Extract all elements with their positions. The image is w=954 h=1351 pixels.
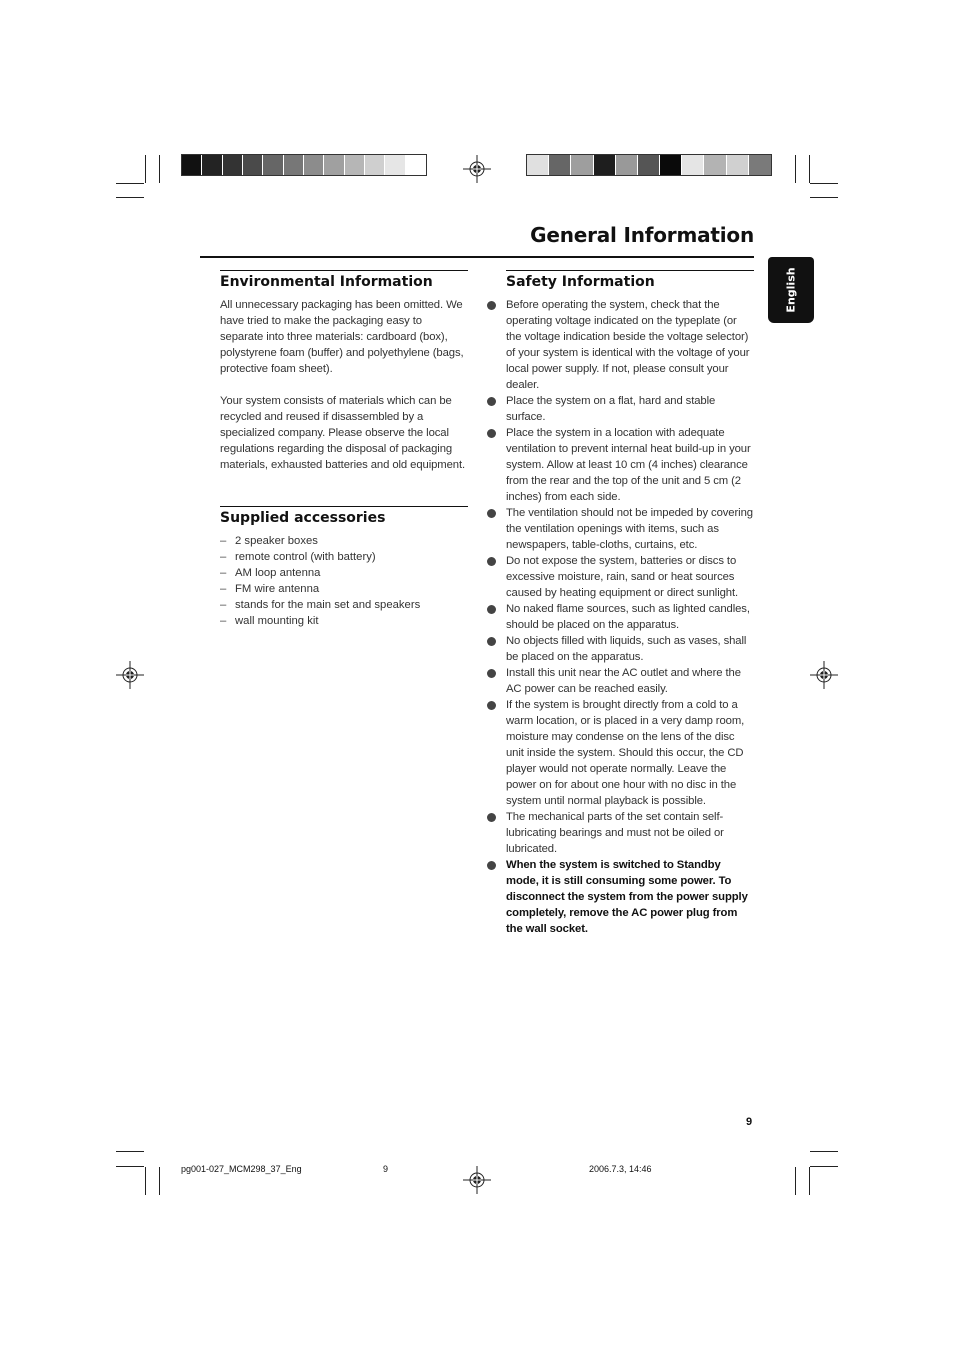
paragraph: All unnecessary packaging has been omitted. We have tried to make the packaging easy to separate into three materials: cardboard (box), polystyrene foam (buffer) and polyethylene (bags, protective foam sheet). [220,299,464,375]
footer-page: 9 [383,1164,389,1174]
color-swatch [345,155,365,175]
left-column [220,270,468,473]
color-swatch [324,155,344,175]
crop-mark [795,155,796,183]
footer-date: 2006.7.3, 14:46 [589,1164,652,1174]
crop-mark [159,155,160,183]
list-item: Place the system in a location with adequate ventilation to prevent internal heat build-up in your system. Allow at least 10 cm (4 inches) clearance from the rear and the top of the unit and 5 cm (2 inches) from each side. [486,425,754,505]
list-item: No naked flame sources, such as lighted candles, should be placed on the apparatus. [486,601,754,633]
color-swatch [549,155,571,175]
list-item: – FM wire antenna [220,581,468,597]
color-swatch [527,155,549,175]
color-swatch [365,155,385,175]
list-item: – 2 speaker boxes [220,533,468,549]
color-swatch [304,155,324,175]
list-item: – wall mounting kit [220,613,468,629]
list-item: – AM loop antenna [220,565,468,581]
color-swatch [704,155,726,175]
color-calibration-strip-left [181,154,427,176]
crop-mark [145,155,146,183]
crop-mark [810,1166,838,1167]
list-item: No objects filled with liquids, such as vases, shall be placed on the apparatus. [486,633,754,665]
bullet-icon [487,701,496,710]
list-item: Install this unit near the AC outlet and where the AC power can be reached easily. [486,665,754,697]
color-swatch [638,155,660,175]
crop-mark [810,1151,838,1152]
section-title: Safety Information [506,274,655,290]
crop-mark [116,1151,144,1152]
color-calibration-strip-right [526,154,772,176]
safety-section [486,270,754,937]
crop-mark [810,183,838,184]
color-swatch [223,155,243,175]
crop-mark [809,155,810,183]
bullet-icon [487,605,496,614]
registration-mark-icon [463,1166,491,1194]
registration-mark-icon [116,661,144,689]
list-item: – remote control (with battery) [220,549,468,565]
page-title: General Information [530,223,754,247]
language-tab-label: English [784,267,798,313]
color-swatch [263,155,283,175]
section-rule [506,270,754,271]
language-tab [768,257,814,323]
list-item: The mechanical parts of the set contain self-lubricating bearings and must not be oiled or lubricated. [486,809,754,857]
registration-mark-icon [810,661,838,689]
page-number: 9 [746,1116,753,1128]
color-swatch [571,155,593,175]
crop-mark [809,1167,810,1195]
section-rule [220,506,468,507]
color-swatch [385,155,405,175]
crop-mark [116,1166,144,1167]
bullet-icon [487,429,496,438]
environmental-section [220,270,468,473]
safety-list [486,297,754,937]
title-rule [200,256,754,258]
crop-mark [810,197,838,198]
registration-mark-icon [463,155,491,183]
footer-filename: pg001-027_MCM298_37_Eng [181,1164,302,1174]
color-swatch [749,155,771,175]
bullet-icon [487,637,496,646]
section-rule [220,270,468,271]
bullet-icon [487,557,496,566]
color-swatch [202,155,222,175]
bullet-icon [487,397,496,406]
list-item: Place the system on a flat, hard and stable surface. [486,393,754,425]
color-swatch [660,155,682,175]
color-swatch [406,155,426,175]
color-swatch [594,155,616,175]
section-title: Supplied accessories [220,510,386,526]
crop-mark [116,197,144,198]
list-item: – stands for the main set and speakers [220,597,468,613]
crop-mark [116,183,144,184]
bullet-icon [487,509,496,518]
color-swatch [616,155,638,175]
bullet-icon [487,301,496,310]
list-item: The ventilation should not be impeded by covering the ventilation openings with items, such as newspapers, table-cloths, curtains, etc. [486,505,754,553]
crop-mark [795,1167,796,1195]
accessories-list [220,533,468,629]
color-swatch [727,155,749,175]
bullet-icon [487,813,496,822]
color-swatch [284,155,304,175]
crop-mark [145,1167,146,1195]
crop-mark [159,1167,160,1195]
color-swatch [682,155,704,175]
list-item: Do not expose the system, batteries or discs to excessive moisture, rain, sand or heat sources caused by heating equipment or direct sunlight. [486,553,754,601]
color-swatch [243,155,263,175]
bullet-icon [487,861,496,870]
list-item: Before operating the system, check that the operating voltage indicated on the typeplate (or the voltage indication beside the voltage selector) of your system is identical with the voltage of your local power supply. If not, please consult your dealer. [486,297,754,393]
bullet-icon [487,669,496,678]
list-item-warning: When the system is switched to Standby mode, it is still consuming some power. To disconnect the system from the power supply completely, remove the AC power plug from the wall socket. [486,857,754,937]
accessories-section [220,506,468,629]
paragraph: Your system consists of materials which can be recycled and reused if disassembled by a specialized company. Please observe the local regulations regarding the disposal of packaging materials, exhausted batteries and old equipment. [220,395,466,471]
color-swatch [182,155,202,175]
section-title: Environmental Information [220,274,433,290]
list-item: If the system is brought directly from a cold to a warm location, or is placed in a very damp room, moisture may condense on the lens of the disc unit inside the system. Should this occur, the CD player would not operate normally. Leave the power on for about one hour with no disc in the system until normal playback is possible. [486,697,754,809]
